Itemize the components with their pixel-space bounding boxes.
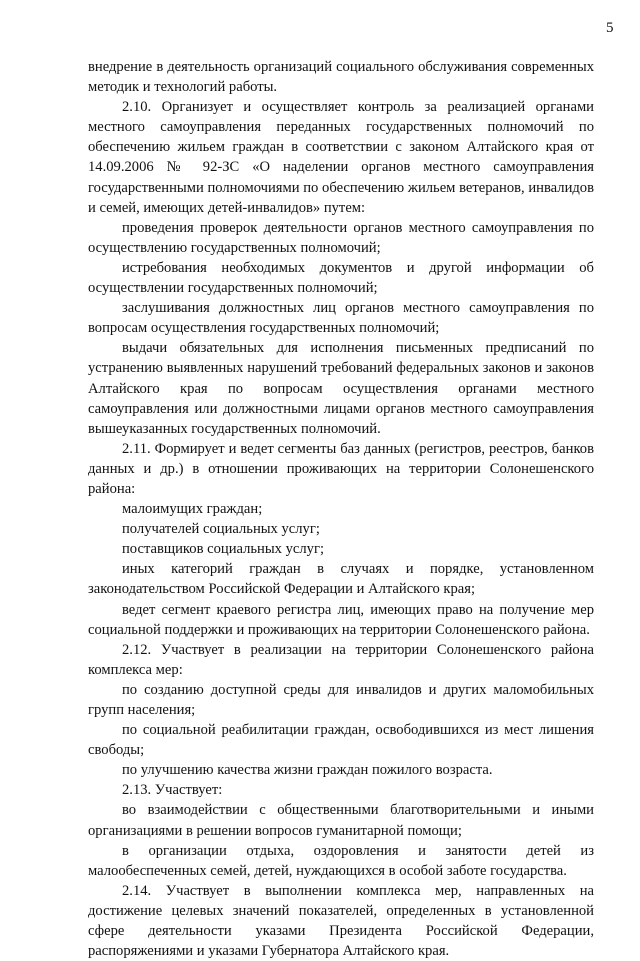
- paragraph: внедрение в деятельность организаций социального обслуживания современных методик и технологий работы.: [88, 59, 594, 96]
- paragraph: получателей социальных услуг;: [122, 521, 320, 538]
- paragraph: 2.13. Участвует:: [122, 782, 223, 799]
- paragraph: 2.10. Организует и осуществляет контроль за реализацией органами местного самоуправления переданных государственных полномочий по обеспечению жильем граждан в соответствии с законом Алтайского края от 14.09.2006 № 92-ЗС «О наделении органов местного самоуправления государственными полномочиями по обеспечению жильем ветеранов, инвалидов и семей, имеющих детей-инвалидов» путем:: [88, 99, 594, 216]
- paragraph: поставщиков социальных услуг;: [122, 541, 324, 558]
- paragraph: 2.11. Формирует и ведет сегменты баз данных (регистров, реестров, банков данных и др.) в отношении проживающих на территории Солонешенского района:: [88, 440, 594, 497]
- paragraph: по улучшению качества жизни граждан пожилого возраста.: [122, 762, 493, 779]
- document-body: [88, 57, 594, 961]
- paragraph: заслушивания должностных лиц органов местного самоуправления по вопросам осуществления государственных полномочий;: [88, 300, 594, 337]
- paragraph: 2.14. Участвует в выполнении комплекса мер, направленных на достижение целевых значений показателей, определенных в установленной сфере деятельности указами Президента Российской Федерации, распоряжениями и указами Губернатора Алтайского края.: [88, 882, 594, 960]
- paragraph: истребования необходимых документов и другой информации об осуществлении государственных полномочий;: [88, 259, 594, 297]
- paragraph: иных категорий граждан в случаях и порядке, установленном законодательством Российской Федерации и Алтайского края;: [88, 561, 594, 598]
- paragraph: в организации отдыха, оздоровления и занятости детей из малообеспеченных семей, детей, нуждающихся в особой заботе государства.: [88, 842, 594, 879]
- paragraph: по созданию доступной среды для инвалидов и других маломобильных групп населения;: [88, 681, 594, 718]
- paragraph: проведения проверок деятельности органов местного самоуправления по осуществлению государственных полномочий;: [88, 219, 594, 256]
- paragraph: малоимущих граждан;: [122, 501, 263, 518]
- paragraph: выдачи обязательных для исполнения письменных предписаний по устранению выявленных нарушений требований федеральных законов и законов Алтайского края по вопросам осуществления органами местного самоуправления или должностными лицами органов местного самоуправления вышеуказанных государственных полномочий.: [88, 340, 594, 437]
- paragraph: по социальной реабилитации граждан, освободившихся из мест лишения свободы;: [88, 722, 594, 759]
- paragraph: 2.12. Участвует в реализации на территории Солонешенского района комплекса мер:: [88, 641, 594, 678]
- page-number: 5: [606, 20, 614, 36]
- paragraph: ведет сегмент краевого регистра лиц, имеющих право на получение мер социальной поддержки и проживающих на территории Солонешенского района.: [88, 601, 594, 638]
- paragraph: во взаимодействии с общественными благотворительными и иными организациями в решении вопросов гуманитарной помощи;: [88, 802, 594, 839]
